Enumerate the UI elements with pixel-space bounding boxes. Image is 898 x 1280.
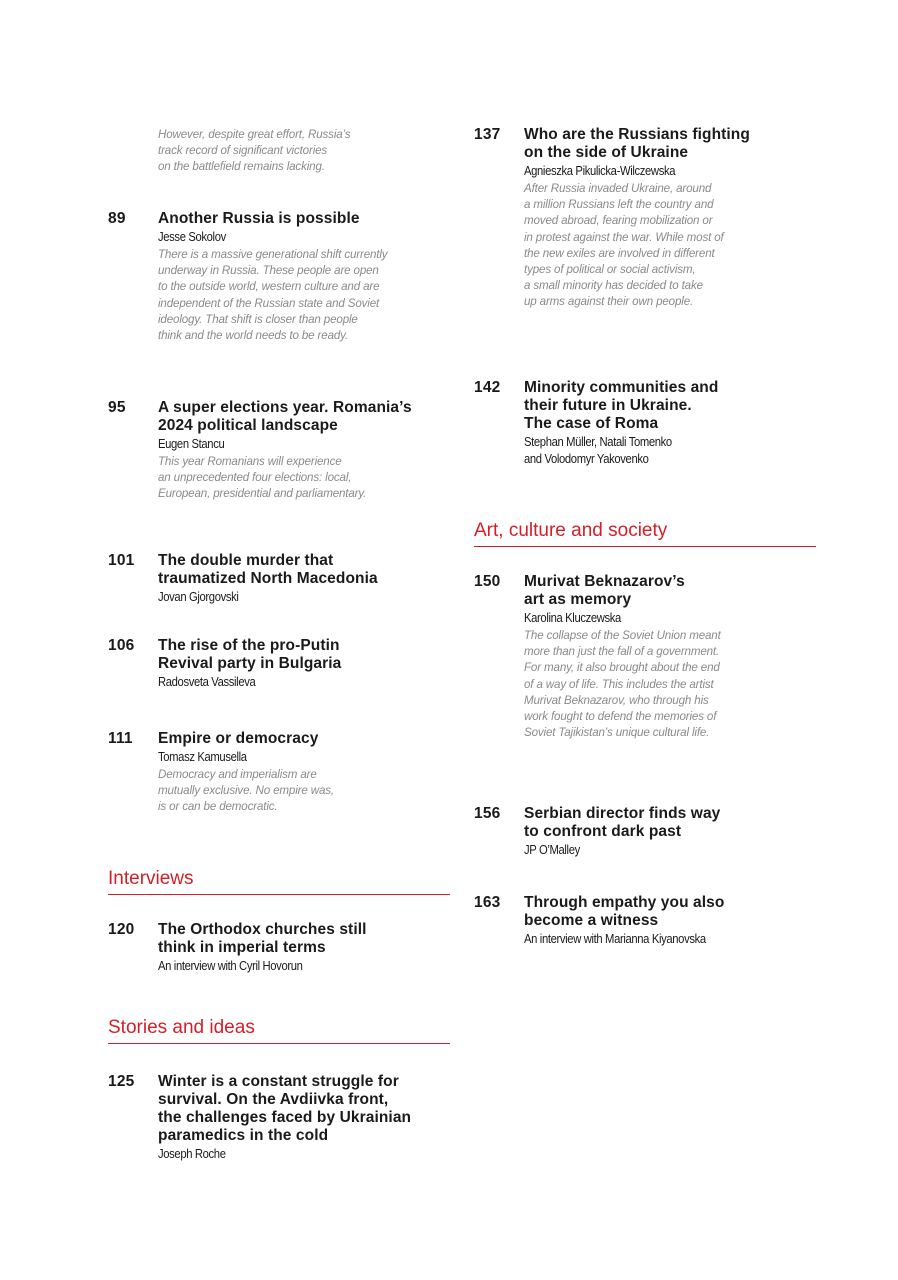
entry-description: Democracy and imperialism are mutually exclusive. No empire was, is or can be democratic. [158,768,334,814]
section-heading-interviews: Interviews [108,867,450,895]
entry-author: Agnieszka Pikulicka-Wilczewska [524,164,676,178]
page-number: 125 [108,1073,135,1090]
entry-title: The double murder that traumatized North Macedonia [158,552,378,587]
entry-title: Winter is a constant struggle for survival. On the Avdiivka front, the challenges faced by Ukrainian paramedics in the cold [158,1073,412,1144]
entry-author: Tomasz Kamusella [158,750,247,764]
page-number: 156 [474,805,501,822]
entry-title: Who are the Russians fighting on the side of Ukraine [524,126,750,161]
entry-author: An interview with Marianna Kiyanovska [524,932,706,946]
entry-author: Karolina Kluczewska [524,611,621,625]
page-number: 95 [108,399,126,416]
section-heading-stories-and-ideas: Stories and ideas [108,1016,450,1044]
entry-title: Through empathy you also become a witness [524,894,725,929]
entry-description: However, despite great effort, Russia’s track record of significant victories on the battlefield remains lacking. [158,128,351,174]
entry-description: The collapse of the Soviet Union meant more than just the fall of a government. For many, it also brought about the end of a way of life. This includes the artist Murivat Beknazarov, who through his work fought to defend the memories of Soviet Tajikistan’s unique cultural life. [524,629,721,740]
entry-title: Serbian director finds way to confront dark past [524,805,721,840]
toc-entry[interactable] [474,894,816,948]
entry-title: The rise of the pro-Putin Revival party in Bulgaria [158,637,342,672]
entry-author: Eugen Stancu [158,437,225,451]
entry-description: After Russia invaded Ukraine, around a million Russians left the country and moved abroad, fearing mobilization or in protest against the war. While most of the new exiles are involved in different types of political or social activism, a small minority has decided to take up arms against their own people. [524,182,724,309]
entry-title: Empire or democracy [158,730,319,747]
toc-entry[interactable] [108,921,450,975]
toc-entry[interactable] [474,379,816,468]
page-number: 120 [108,921,135,938]
toc-entry[interactable] [108,730,450,816]
entry-title: The Orthodox churches still think in imperial terms [158,921,367,956]
page-number: 150 [474,573,501,590]
entry-title: Murivat Beknazarov’s art as memory [524,573,685,608]
entry-title: Minority communities and their future in Ukraine. The case of Roma [524,379,719,432]
entry-description: There is a massive generational shift currently underway in Russia. These people are open to the outside world, western culture and are independent of the Russian state and Soviet ideology. That shift is closer than people think and the world needs to be ready. [158,248,388,343]
toc-entry[interactable] [108,637,450,691]
entry-description: This year Romanians will experience an unprecedented four elections: local, European, presidential and parliamentary. [158,455,367,501]
toc-entry[interactable] [108,210,450,344]
toc-entry[interactable] [474,573,816,741]
entry-author: Stephan Müller, Natali Tomenko and Volodomyr Yakovenko [524,435,672,466]
toc-entry[interactable] [108,1073,450,1163]
entry-author: Jesse Sokolov [158,230,226,244]
entry-author: JP O’Malley [524,843,580,857]
entry-author: An interview with Cyril Hovorun [158,959,303,973]
toc-entry[interactable] [474,126,816,311]
entry-author: Joseph Roche [158,1147,226,1161]
page-number: 137 [474,126,501,143]
page-number: 106 [108,637,135,654]
entry-author: Radosveta Vassileva [158,675,256,689]
page-number: 163 [474,894,501,911]
page-number: 101 [108,552,135,569]
page-number: 142 [474,379,501,396]
section-heading-art-culture-society: Art, culture and society [474,519,816,547]
page-number: 89 [108,210,126,227]
toc-entry[interactable] [474,805,816,859]
entry-title: Another Russia is possible [158,210,360,227]
entry-author: Jovan Gjorgovski [158,590,239,604]
toc-entry[interactable] [108,399,450,503]
toc-entry[interactable] [108,552,450,606]
entry-title: A super elections year. Romania’s 2024 political landscape [158,399,412,434]
page-number: 111 [108,730,133,747]
